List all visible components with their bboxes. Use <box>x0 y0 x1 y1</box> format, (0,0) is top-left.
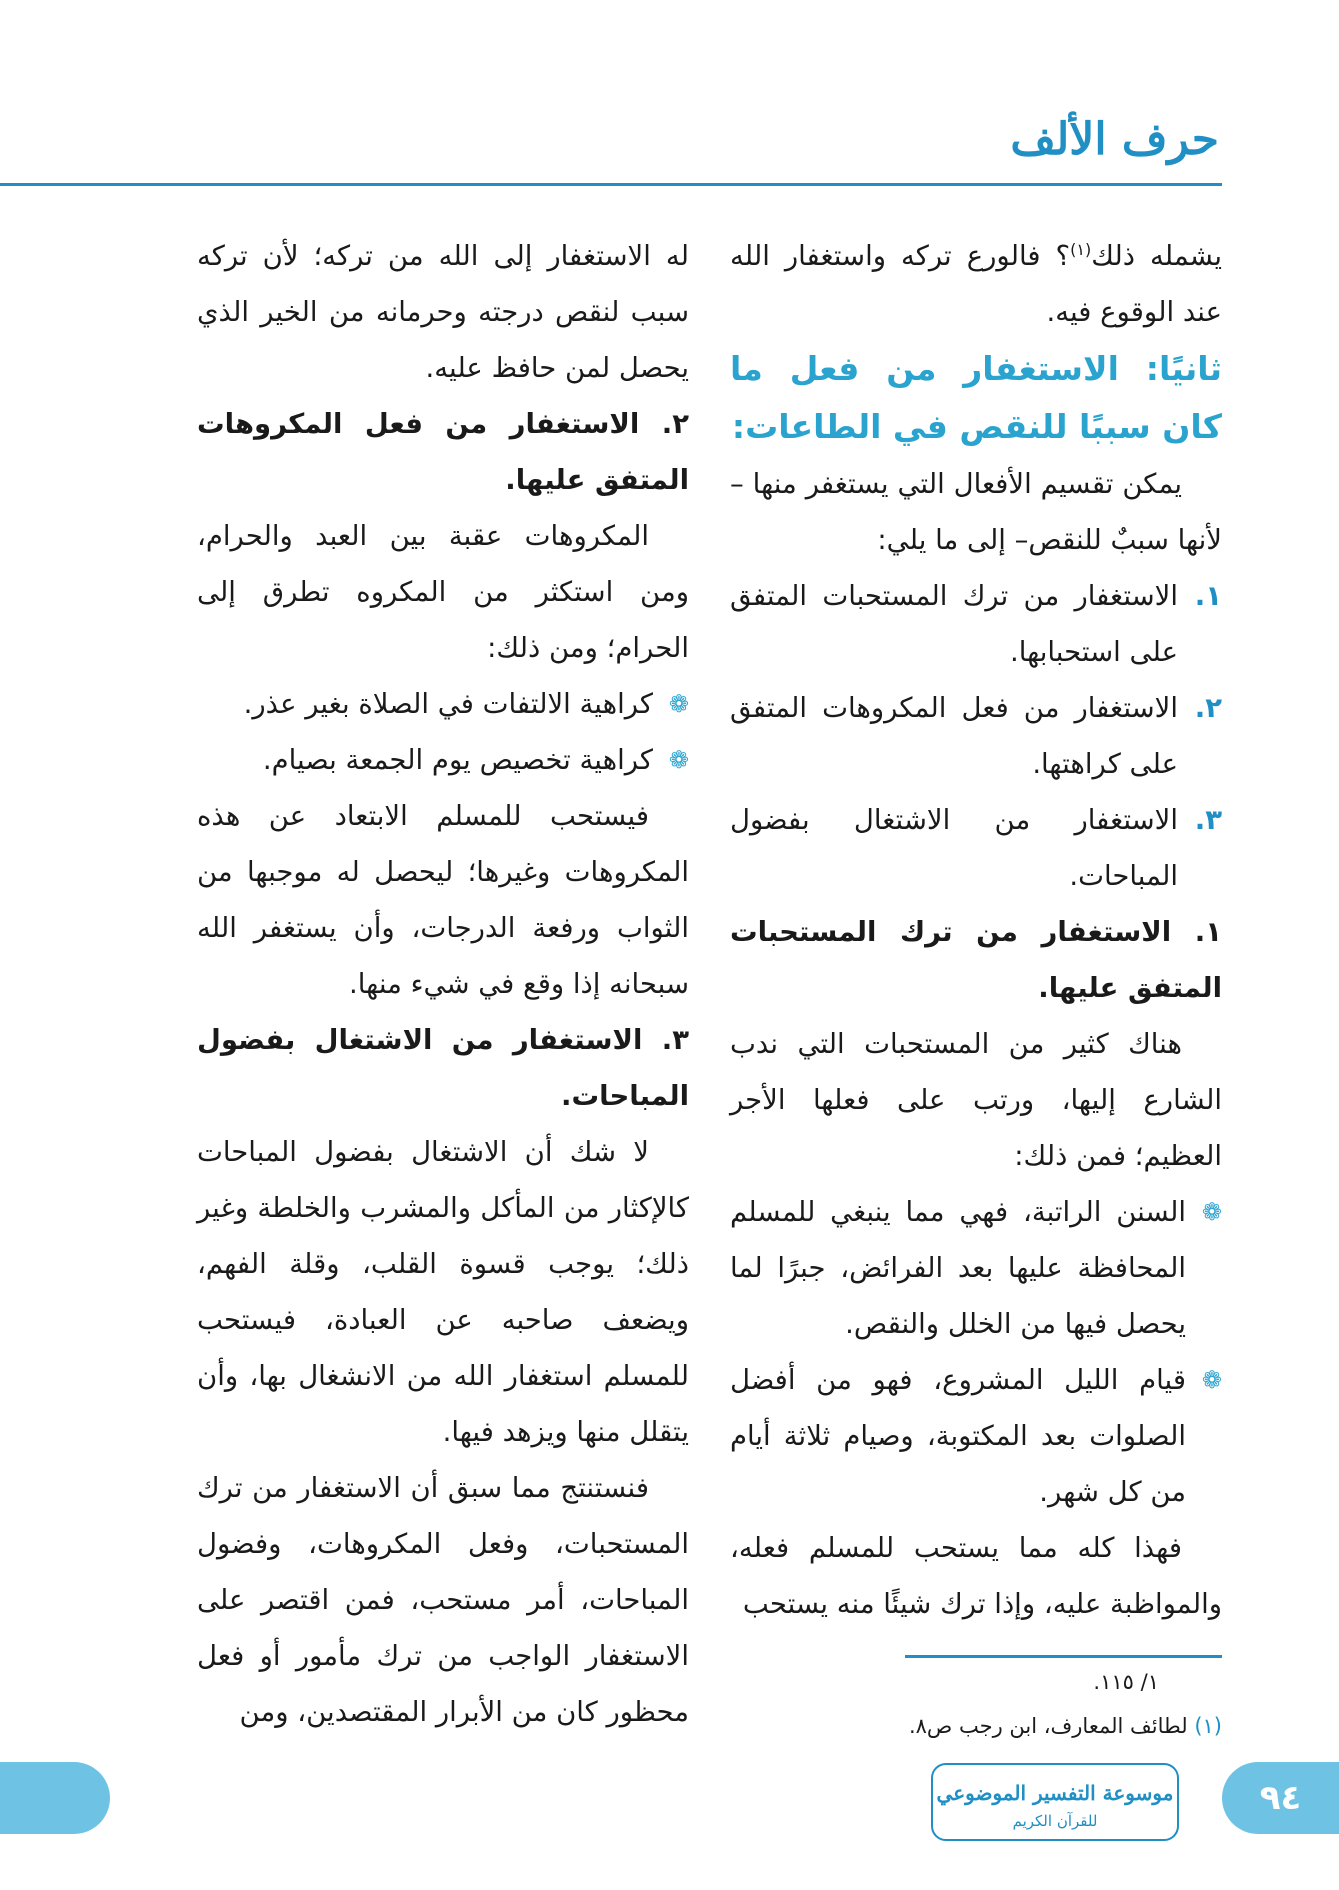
bullet-item <box>197 732 689 788</box>
left-column <box>197 228 689 1740</box>
flower-bullet-icon: ❁ <box>668 746 689 774</box>
section-heading: ثانيًا: الاستغفار من فعل ما كان سببًا للنقص في الطاعات: <box>730 349 1222 446</box>
list-item <box>730 792 1222 904</box>
list-item <box>730 680 1222 792</box>
list-item <box>730 568 1222 680</box>
page-number: ٩٤ <box>1222 1762 1339 1834</box>
paragraph-text: يشمله ذلك <box>1091 240 1222 272</box>
logo-line-1: موسوعة التفسير الموضوعي <box>936 1781 1174 1805</box>
subsection-paragraph: فيستحب للمسلم الابتعاد عن هذه المكروهات وغيرها؛ ليحصل له موجبها من الثواب ورفعة الدرجات، وأن يستغفر الله سبحانه إذا وقع في شيء منها. <box>197 800 689 1000</box>
footnote-continuation: ١/ ١١٥. <box>1093 1670 1159 1694</box>
footnote-rule <box>905 1655 1222 1658</box>
subsection-paragraph: هناك كثير من المستحبات التي ندب الشارع إليها، ورتب على فعلها الأجر العظيم؛ فمن ذلك: <box>730 1028 1222 1172</box>
list-number: ١. <box>1194 580 1222 612</box>
list-item-text: الاستغفار من الاشتغال بفضول المباحات. <box>730 804 1178 892</box>
bullet-item <box>730 1352 1222 1520</box>
encyclopedia-logo <box>930 1762 1180 1842</box>
list-number: ٣. <box>1194 804 1222 836</box>
page-header-title: حرف الألف <box>1010 114 1219 165</box>
page-tab-decoration <box>0 1762 110 1834</box>
conclusion-paragraph: فنستنتج مما سبق أن الاستغفار من ترك المستحبات، وفعل المكروهات، وفضول المباحات، أمر مستحب، فمن اقتصر على الاستغفار الواجب من ترك مأمور أو فعل محظور كان من الأبرار المقتصدين، ومن <box>197 1472 689 1728</box>
bullet-text: السنن الراتبة، فهي مما ينبغي للمسلم المحافظة عليها بعد الفرائض، جبرًا لما يحصل فيها من الخلل والنقص. <box>730 1196 1186 1340</box>
footnote-reference[interactable]: (١) <box>1070 239 1092 259</box>
subsection-paragraph: المكروهات عقبة بين العبد والحرام، ومن استكثر من المكروه تطرق إلى الحرام؛ ومن ذلك: <box>197 520 689 664</box>
flower-bullet-icon: ❁ <box>1201 1366 1222 1394</box>
logo-line-2: للقرآن الكريم <box>1012 1812 1098 1830</box>
footnote-text: لطائف المعارف، ابن رجب ص٨. <box>908 1714 1188 1738</box>
list-item-text: الاستغفار من ترك المستحبات المتفق على استحبابها. <box>730 580 1178 668</box>
list-item-text: الاستغفار من فعل المكروهات المتفق على كراهتها. <box>730 692 1178 780</box>
bullet-text: كراهية الالتفات في الصلاة بغير عذر. <box>243 688 653 720</box>
subsection-heading: ٢. الاستغفار من فعل المكروهات المتفق عليها. <box>197 408 689 496</box>
subsection-heading: ١. الاستغفار من ترك المستحبات المتفق عليها. <box>730 916 1222 1004</box>
subsection-paragraph: لا شك أن الاشتغال بفضول المباحات كالإكثار من المأكل والمشرب والخلطة وغير ذلك؛ يوجب قسوة القلب، وقلة الفهم، ويضعف صاحبه عن العبادة، فيستحب للمسلم استغفار الله من الانشغال بها، وأن يتقلل منها ويزهد فيها. <box>197 1136 689 1448</box>
subsection-heading: ٣. الاستغفار من الاشتغال بفضول المباحات. <box>197 1024 689 1112</box>
intro-paragraph: يمكن تقسيم الأفعال التي يستغفر منها –لأنها سببٌ للنقص– إلى ما يلي: <box>730 468 1222 556</box>
paragraph-continuation <box>730 228 1222 340</box>
footnote-marker: (١) <box>1194 1714 1222 1738</box>
list-number: ٢. <box>1194 692 1222 724</box>
closing-paragraph: فهذا كله مما يستحب للمسلم فعله، والمواظبة عليه، وإذا ترك شيئًا منه يستحب <box>730 1532 1222 1620</box>
flower-bullet-icon: ❁ <box>1201 1198 1222 1226</box>
right-column <box>730 228 1222 1632</box>
bullet-text: كراهية تخصيص يوم الجمعة بصيام. <box>262 744 653 776</box>
paragraph-continuation: له الاستغفار إلى الله من تركه؛ لأن تركه سبب لنقص درجته وحرمانه من الخير الذي يحصل لمن حافظ عليه. <box>197 240 689 384</box>
bullet-item <box>730 1184 1222 1352</box>
bullet-item <box>197 676 689 732</box>
bullet-text: قيام الليل المشروع، فهو من أفضل الصلوات بعد المكتوبة، وصيام ثلاثة أيام من كل شهر. <box>730 1364 1186 1508</box>
footnote-1 <box>909 1712 1222 1740</box>
flower-bullet-icon: ❁ <box>668 690 689 718</box>
header-rule <box>0 183 1222 186</box>
paragraph-text-rest: ؟ فالورع تركه واستغفار الله عند الوقوع فيه. <box>730 240 1222 328</box>
